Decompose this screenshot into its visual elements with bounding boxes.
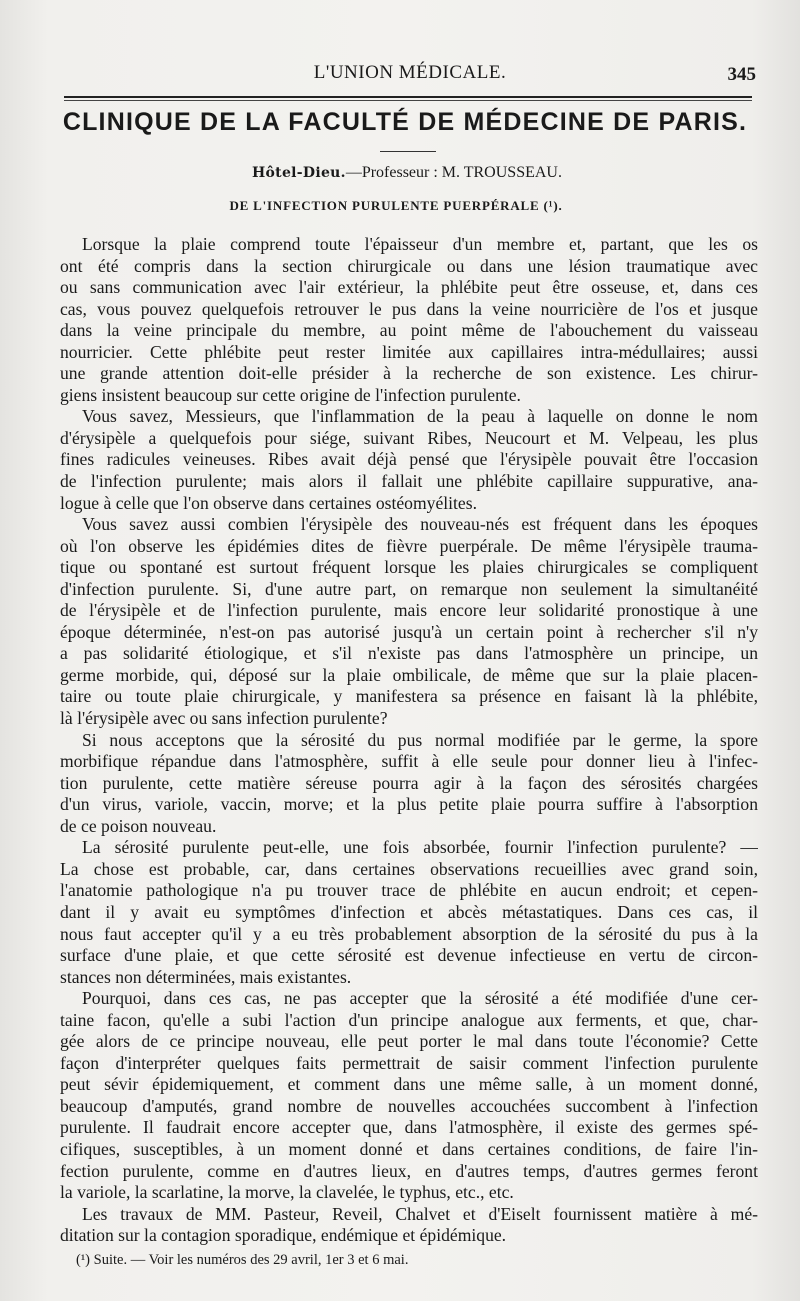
footnote-text: — Voir les numéros des 29 avril, 1er 3 et 6 mai. xyxy=(130,1252,409,1268)
text-line: de ce poison nouveau. xyxy=(60,815,217,836)
text-line: cas, vous pouvez quelquefois retrouver le pus dans la veine nourricière de l'os et jusque xyxy=(60,298,758,319)
text-line: la variole, la scarlatine, la morve, la clavelée, le typhus, etc., etc. xyxy=(60,1182,514,1203)
text-line: l'anatomie pathologique n'a pu trouver trace de phlébite en aucun endroit; et cepen- xyxy=(60,880,758,901)
running-title: L'UNION MÉDICALE. xyxy=(313,62,507,83)
text-line: surface d'une plaie, et que cette sérosité est devenue infectieuse en vertu de circon- xyxy=(60,945,758,966)
text-line: d'un virus, variole, vaccin, morve; et la plus petite plaie pourra suffire à l'absorption xyxy=(60,794,758,815)
text-line: fines radicules veineuses. Ribes avait déjà pensé que l'érysipèle pouvait être l'occasion xyxy=(60,449,758,470)
paragraph xyxy=(60,1204,758,1247)
text-line: de l'érysipèle et de l'infection purulente, mais encore leur solidarité pronostique à une xyxy=(60,600,758,621)
paragraph xyxy=(60,234,758,406)
text-line: a pas solidarité étiologique, et s'il n'existe pas dans l'atmosphère un principe, un xyxy=(60,643,758,664)
text-line: Vous savez aussi combien l'érysipèle des nouveau-nés est fréquent dans les époques xyxy=(82,514,758,535)
text-line: La chose est probable, car, dans certaines observations recueillies avec grand soin, xyxy=(60,858,758,879)
text-line: nous faut accepter qu'il y a eu très probablement absorption de la sérosité du pus à la xyxy=(60,923,758,944)
paragraph xyxy=(60,988,758,1203)
text-line: façon d'interpréter quelques faits permettrait de saisir comment l'infection purulente xyxy=(60,1052,758,1073)
text-line: nourricier. Cette phlébite peut rester limitée aux capillaires intra-médullaires; aussi xyxy=(60,341,758,362)
footnote-label: Suite. xyxy=(93,1252,128,1268)
text-line: tion purulente, cette matière séreuse pourra agir à la façon des sérosités chargées xyxy=(60,772,758,793)
text-line: cifiques, susceptibles, à un moment donné et dans certaines conditions, de faire l'in- xyxy=(60,1138,758,1159)
text-line: tique ou spontané est surtout fréquent lorsque les plaies chirurgicales se compliquent xyxy=(60,557,758,578)
text-line: giens insistent beaucoup sur cette origine de l'infection purulente. xyxy=(60,384,521,405)
paragraph xyxy=(60,406,758,514)
running-head xyxy=(0,62,800,88)
text-line: logue à celle que l'on observe dans certaines ostéomyélites. xyxy=(60,492,477,513)
title-divider xyxy=(380,151,436,152)
text-line: morbifique répandue dans l'atmosphère, suffit à elle seule pour donner lieu à l'infec- xyxy=(60,751,758,772)
text-line: dant il y avait eu symptômes d'infection et abcès métastatiques. Dans ces cas, il xyxy=(60,901,758,922)
footnote xyxy=(76,1252,676,1269)
article-body xyxy=(60,234,758,1247)
text-line: d'érysipèle a quelquefois pour siége, suivant Ribes, Neucourt et M. Velpeau, les plus xyxy=(60,427,758,448)
text-line: taine facon, qu'elle a subi l'action d'un principe analogue aux ferments, et que, char- xyxy=(60,1009,758,1030)
text-line: peut sévir épidemiquement, et comment dans une même salle, à un moment donné, xyxy=(60,1074,758,1095)
text-line: époque déterminée, n'est-on pas autorisé jusqu'à un certain point à rechercher s'il n'y xyxy=(60,621,758,642)
text-line: beaucoup d'amputés, grand nombre de nouvelles accouchées succombent à l'infection xyxy=(60,1095,758,1116)
text-line: taire ou toute plaie chirurgicale, y manifestera sa présence en faisant là la phlébite, xyxy=(60,686,758,707)
paragraph xyxy=(60,730,758,838)
text-line: Si nous acceptons que la sérosité du pus normal modifiée par le germe, la spore xyxy=(82,729,758,750)
professor-credit: —Professeur : M. TROUSSEAU. xyxy=(345,164,562,181)
text-line: Vous savez, Messieurs, que l'inflammation de la peau à laquelle on donne le nom xyxy=(82,406,758,427)
text-line: ont été compris dans la section chirurgicale ou dans une lésion traumatique avec xyxy=(60,255,758,276)
paragraph xyxy=(60,837,758,988)
text-line: d'infection purulente. Si, d'une autre part, on remarque non seulement la simultanéité xyxy=(60,578,758,599)
text-line: Lorsque la plaie comprend toute l'épaisseur d'un membre et, partant, que les os xyxy=(82,234,758,254)
text-line: La sérosité purulente peut-elle, une fois absorbée, fournir l'infection purulente? — xyxy=(82,837,758,858)
hospital-name: Hôtel-Dieu. xyxy=(252,165,346,181)
text-line: dans la veine principale du membre, au point même de l'abouchement du vaisseau xyxy=(60,320,758,341)
section-title: CLINIQUE DE LA FACULTÉ DE MÉDECINE DE PARIS. xyxy=(62,108,748,136)
text-line: là l'érysipèle avec ou sans infection purulente? xyxy=(60,708,388,729)
text-line: germe morbide, qui, déposé sur la plaie ombilicale, de même que sur la plaie placen- xyxy=(60,664,758,685)
text-line: ou sans communication avec l'air extérieur, la phlébite peut être osseuse, et, dans ces xyxy=(60,277,758,298)
lecture-title: DE L'INFECTION PURULENTE PUERPÉRALE (¹). xyxy=(229,198,563,213)
text-line: Pourquoi, dans ces cas, ne pas accepter que la sérosité a été modifiée d'une cer- xyxy=(82,988,758,1009)
header-rule-thin xyxy=(64,100,752,101)
text-line: où l'on observe les épidémies dites de fièvre puerpérale. De même l'érysipèle trauma- xyxy=(60,535,758,556)
page-number: 345 xyxy=(727,64,756,85)
byline xyxy=(0,164,800,182)
text-line: purulente. Il faudrait encore accepter que, dans l'atmosphère, il existe des germes spé- xyxy=(60,1117,758,1138)
footnote-marker: (¹) xyxy=(76,1252,91,1268)
text-line: ditation sur la contagion sporadique, endémique et épidémique. xyxy=(60,1225,507,1246)
text-line: une grande attention doit-elle présider à la recherche de son existence. Les chirur- xyxy=(60,363,758,384)
text-line: fection purulente, comme en d'autres lieux, en d'autres temps, d'autres germes feront xyxy=(60,1160,758,1181)
text-line: de l'infection purulente; mais alors il fallait une phlébite capillaire suppurative, ana- xyxy=(60,471,758,492)
text-line: stances non déterminées, mais existantes. xyxy=(60,966,352,987)
text-line: Les travaux de MM. Pasteur, Reveil, Chalvet et d'Eiselt fournissent matière à mé- xyxy=(82,1203,758,1224)
text-line: gée alors de ce principe nouveau, elle peut porter le mal dans toute l'économie? Cette xyxy=(60,1031,758,1052)
paragraph xyxy=(60,514,758,729)
header-rule xyxy=(64,96,752,98)
